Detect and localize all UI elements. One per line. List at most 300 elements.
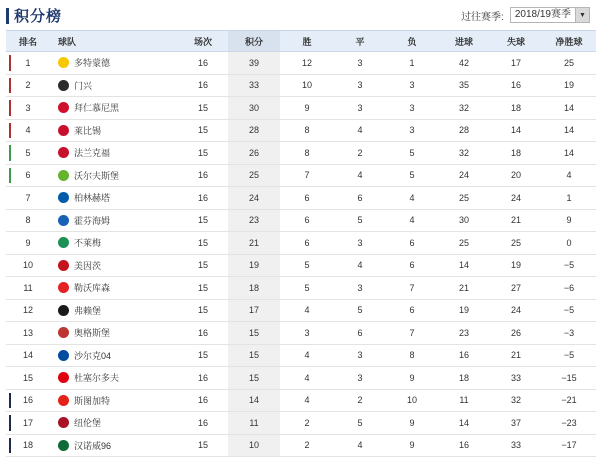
team-crest-icon <box>58 237 69 248</box>
drawn-cell: 6 <box>334 322 386 345</box>
rank-value: 13 <box>22 327 33 338</box>
won-cell: 12 <box>280 52 334 75</box>
points-cell: 19 <box>228 254 280 277</box>
zone-marker <box>9 438 11 454</box>
lost-cell: 3 <box>386 74 438 97</box>
team-link[interactable] <box>58 304 178 317</box>
won-cell: 10 <box>280 74 334 97</box>
rank-cell <box>6 299 50 322</box>
lost-cell: 7 <box>386 277 438 300</box>
team-crest-icon <box>58 417 69 428</box>
column-header-goals-for: 进球 <box>438 31 490 52</box>
goal-difference-cell: 14 <box>542 142 596 165</box>
table-header-row <box>6 31 596 52</box>
played-cell: 15 <box>178 299 228 322</box>
table-row[interactable] <box>6 412 596 435</box>
team-link[interactable] <box>58 326 178 339</box>
goals-against-cell: 20 <box>490 164 542 187</box>
team-cell[interactable] <box>50 74 178 97</box>
lost-cell: 3 <box>386 119 438 142</box>
team-crest-icon <box>58 170 69 181</box>
team-crest-icon <box>58 192 69 203</box>
drawn-cell: 5 <box>334 412 386 435</box>
played-cell: 16 <box>178 74 228 97</box>
team-cell[interactable] <box>50 299 178 322</box>
team-crest-icon <box>58 372 69 383</box>
rank-cell <box>6 164 50 187</box>
zone-marker <box>9 393 11 409</box>
zone-marker <box>9 168 11 184</box>
points-cell: 14 <box>228 389 280 412</box>
drawn-cell: 4 <box>334 119 386 142</box>
won-cell: 6 <box>280 232 334 255</box>
drawn-cell: 3 <box>334 232 386 255</box>
drawn-cell: 5 <box>334 299 386 322</box>
goal-difference-cell: 1 <box>542 187 596 210</box>
rank-cell <box>6 322 50 345</box>
goals-against-cell: 16 <box>490 74 542 97</box>
goals-for-cell: 32 <box>438 97 490 120</box>
title-accent-bar <box>6 8 9 24</box>
goals-against-cell: 21 <box>490 209 542 232</box>
season-label: 过往赛季: <box>461 11 504 23</box>
table-row[interactable] <box>6 344 596 367</box>
table-row[interactable] <box>6 142 596 165</box>
points-cell: 15 <box>228 344 280 367</box>
goals-against-cell: 24 <box>490 299 542 322</box>
team-link[interactable] <box>58 191 178 204</box>
won-cell: 7 <box>280 164 334 187</box>
points-cell: 18 <box>228 277 280 300</box>
goal-difference-cell: 14 <box>542 119 596 142</box>
column-header-goals-against: 失球 <box>490 31 542 52</box>
goal-difference-cell: −5 <box>542 254 596 277</box>
rank-value: 17 <box>22 417 33 428</box>
header <box>0 0 600 30</box>
drawn-cell: 2 <box>334 142 386 165</box>
team-cell[interactable] <box>50 389 178 412</box>
points-cell: 26 <box>228 142 280 165</box>
points-cell: 24 <box>228 187 280 210</box>
team-name: 汉诺威96 <box>74 440 112 451</box>
rank-value: 15 <box>22 372 33 383</box>
rank-value: 11 <box>23 282 33 293</box>
column-header-team: 球队 <box>50 31 178 52</box>
team-crest-icon <box>58 305 69 316</box>
points-cell: 23 <box>228 209 280 232</box>
lost-cell: 9 <box>386 367 438 390</box>
zone-marker <box>9 145 11 161</box>
goal-difference-cell: 14 <box>542 97 596 120</box>
column-header-rank: 排名 <box>6 31 50 52</box>
team-cell[interactable] <box>50 232 178 255</box>
goals-against-cell: 27 <box>490 277 542 300</box>
team-name: 沙尔克04 <box>74 350 112 361</box>
column-header-played: 场次 <box>178 31 228 52</box>
lost-cell: 6 <box>386 299 438 322</box>
goals-for-cell: 35 <box>438 74 490 97</box>
points-cell: 17 <box>228 299 280 322</box>
lost-cell: 1 <box>386 52 438 75</box>
rank-cell <box>6 367 50 390</box>
drawn-cell: 4 <box>334 434 386 457</box>
team-name: 斯图加特 <box>74 395 111 406</box>
team-name: 霍芬海姆 <box>74 215 111 226</box>
rank-cell <box>6 97 50 120</box>
points-cell: 33 <box>228 74 280 97</box>
team-link[interactable] <box>58 146 178 159</box>
rank-value: 10 <box>22 260 33 271</box>
team-name: 不莱梅 <box>74 238 102 249</box>
team-crest-icon <box>58 102 69 113</box>
goals-for-cell: 30 <box>438 209 490 232</box>
played-cell: 16 <box>178 52 228 75</box>
goals-for-cell: 21 <box>438 277 490 300</box>
goals-for-cell: 16 <box>438 434 490 457</box>
goals-against-cell: 17 <box>490 52 542 75</box>
won-cell: 6 <box>280 187 334 210</box>
table-row[interactable] <box>6 52 596 75</box>
goals-against-cell: 24 <box>490 187 542 210</box>
points-cell: 30 <box>228 97 280 120</box>
table-row[interactable] <box>6 209 596 232</box>
team-name: 美因茨 <box>74 260 102 271</box>
rank-value: 12 <box>22 305 33 316</box>
lost-cell: 4 <box>386 209 438 232</box>
rank-value: 14 <box>22 350 33 361</box>
played-cell: 16 <box>178 412 228 435</box>
drawn-cell: 3 <box>334 74 386 97</box>
won-cell: 9 <box>280 97 334 120</box>
rank-cell <box>6 277 50 300</box>
goals-against-cell: 21 <box>490 344 542 367</box>
team-cell[interactable] <box>50 119 178 142</box>
goal-difference-cell: 25 <box>542 52 596 75</box>
goal-difference-cell: 0 <box>542 232 596 255</box>
standings-body <box>6 52 596 457</box>
team-link[interactable] <box>58 214 178 227</box>
rank-cell <box>6 434 50 457</box>
played-cell: 15 <box>178 344 228 367</box>
played-cell: 15 <box>178 97 228 120</box>
table-row[interactable] <box>6 299 596 322</box>
goals-against-cell: 37 <box>490 412 542 435</box>
played-cell: 15 <box>178 277 228 300</box>
team-crest-icon <box>58 327 69 338</box>
played-cell: 15 <box>178 434 228 457</box>
team-name: 纽伦堡 <box>74 418 102 429</box>
team-name: 多特蒙德 <box>74 58 111 69</box>
points-cell: 28 <box>228 119 280 142</box>
zone-marker <box>9 78 11 94</box>
team-cell[interactable] <box>50 97 178 120</box>
rank-value: 18 <box>22 440 33 451</box>
played-cell: 15 <box>178 209 228 232</box>
goal-difference-cell: −17 <box>542 434 596 457</box>
rank-value: 7 <box>25 192 31 203</box>
team-link[interactable] <box>58 259 178 272</box>
drawn-cell: 5 <box>334 209 386 232</box>
points-cell: 25 <box>228 164 280 187</box>
goals-against-cell: 18 <box>490 142 542 165</box>
goals-for-cell: 32 <box>438 142 490 165</box>
table-row[interactable] <box>6 434 596 457</box>
lost-cell: 5 <box>386 164 438 187</box>
points-cell: 15 <box>228 367 280 390</box>
points-cell: 15 <box>228 322 280 345</box>
goal-difference-cell: 4 <box>542 164 596 187</box>
zone-marker <box>9 55 11 71</box>
team-link[interactable] <box>58 394 178 407</box>
drawn-cell: 3 <box>334 97 386 120</box>
won-cell: 8 <box>280 142 334 165</box>
lost-cell: 8 <box>386 344 438 367</box>
goals-for-cell: 42 <box>438 52 490 75</box>
table-row[interactable] <box>6 164 596 187</box>
table-row[interactable] <box>6 367 596 390</box>
team-name: 莱比锡 <box>74 125 102 136</box>
goal-difference-cell: −15 <box>542 367 596 390</box>
played-cell: 15 <box>178 254 228 277</box>
team-crest-icon <box>58 440 69 451</box>
team-crest-icon <box>58 80 69 91</box>
goals-against-cell: 18 <box>490 97 542 120</box>
page-title: 积分榜 <box>14 8 63 25</box>
team-link[interactable] <box>58 416 178 429</box>
season-selector <box>461 7 590 23</box>
goal-difference-cell: 19 <box>542 74 596 97</box>
title-wrap <box>6 5 62 26</box>
lost-cell: 9 <box>386 434 438 457</box>
column-header-points: 积分 <box>228 31 280 52</box>
team-cell[interactable] <box>50 367 178 390</box>
rank-cell <box>6 74 50 97</box>
goals-for-cell: 14 <box>438 412 490 435</box>
lost-cell: 3 <box>386 97 438 120</box>
played-cell: 16 <box>178 187 228 210</box>
table-row[interactable] <box>6 187 596 210</box>
rank-cell <box>6 209 50 232</box>
team-link[interactable] <box>58 124 178 137</box>
played-cell: 15 <box>178 142 228 165</box>
points-cell: 11 <box>228 412 280 435</box>
team-crest-icon <box>58 125 69 136</box>
lost-cell: 5 <box>386 142 438 165</box>
zone-marker <box>9 415 11 431</box>
won-cell: 4 <box>280 367 334 390</box>
rank-cell <box>6 142 50 165</box>
goal-difference-cell: 9 <box>542 209 596 232</box>
team-crest-icon <box>58 57 69 68</box>
played-cell: 16 <box>178 164 228 187</box>
team-cell[interactable] <box>50 142 178 165</box>
drawn-cell: 6 <box>334 187 386 210</box>
team-name: 弗赖堡 <box>74 305 102 316</box>
table-row[interactable] <box>6 232 596 255</box>
rank-cell <box>6 52 50 75</box>
team-cell[interactable] <box>50 322 178 345</box>
goal-difference-cell: −23 <box>542 412 596 435</box>
drawn-cell: 2 <box>334 389 386 412</box>
team-cell[interactable] <box>50 344 178 367</box>
rank-cell <box>6 344 50 367</box>
season-dropdown[interactable] <box>510 7 590 23</box>
drawn-cell: 3 <box>334 277 386 300</box>
rank-value: 9 <box>25 237 31 248</box>
team-link[interactable] <box>58 236 178 249</box>
team-name: 杜塞尔多夫 <box>74 373 120 384</box>
table-row[interactable] <box>6 277 596 300</box>
goals-for-cell: 24 <box>438 164 490 187</box>
zone-marker <box>9 100 11 116</box>
goal-difference-cell: −5 <box>542 299 596 322</box>
team-cell[interactable] <box>50 277 178 300</box>
rank-cell <box>6 232 50 255</box>
team-link[interactable] <box>58 349 178 362</box>
goals-for-cell: 18 <box>438 367 490 390</box>
team-link[interactable] <box>58 371 178 384</box>
goals-for-cell: 25 <box>438 232 490 255</box>
rank-value: 8 <box>25 215 31 226</box>
team-link[interactable] <box>58 281 178 294</box>
played-cell: 16 <box>178 389 228 412</box>
rank-value: 16 <box>22 395 33 406</box>
column-header-drawn: 平 <box>334 31 386 52</box>
won-cell: 6 <box>280 209 334 232</box>
won-cell: 3 <box>280 322 334 345</box>
team-link[interactable] <box>58 56 178 69</box>
team-cell[interactable] <box>50 254 178 277</box>
goal-difference-cell: −5 <box>542 344 596 367</box>
table-row[interactable] <box>6 389 596 412</box>
won-cell: 4 <box>280 389 334 412</box>
goals-for-cell: 16 <box>438 344 490 367</box>
rank-value: 4 <box>25 125 31 136</box>
drawn-cell: 3 <box>334 367 386 390</box>
team-crest-icon <box>58 395 69 406</box>
won-cell: 5 <box>280 277 334 300</box>
team-cell[interactable] <box>50 209 178 232</box>
points-cell: 39 <box>228 52 280 75</box>
team-crest-icon <box>58 215 69 226</box>
won-cell: 2 <box>280 434 334 457</box>
rank-value: 6 <box>25 170 31 181</box>
rank-cell <box>6 389 50 412</box>
goals-against-cell: 19 <box>490 254 542 277</box>
team-link[interactable] <box>58 79 178 92</box>
column-header-goal-difference: 净胜球 <box>542 31 596 52</box>
goals-against-cell: 33 <box>490 434 542 457</box>
team-name: 拜仁慕尼黑 <box>74 103 120 114</box>
team-cell[interactable] <box>50 164 178 187</box>
won-cell: 4 <box>280 299 334 322</box>
lost-cell: 10 <box>386 389 438 412</box>
team-name: 奥格斯堡 <box>74 328 111 339</box>
chevron-down-icon[interactable]: ▼ <box>575 8 589 22</box>
lost-cell: 7 <box>386 322 438 345</box>
team-cell[interactable] <box>50 412 178 435</box>
won-cell: 8 <box>280 119 334 142</box>
goals-for-cell: 28 <box>438 119 490 142</box>
won-cell: 4 <box>280 344 334 367</box>
won-cell: 2 <box>280 412 334 435</box>
team-crest-icon <box>58 282 69 293</box>
played-cell: 15 <box>178 232 228 255</box>
rank-cell <box>6 187 50 210</box>
rank-cell <box>6 412 50 435</box>
table-row[interactable] <box>6 254 596 277</box>
goal-difference-cell: −21 <box>542 389 596 412</box>
drawn-cell: 3 <box>334 344 386 367</box>
played-cell: 16 <box>178 367 228 390</box>
rank-value: 3 <box>25 102 31 113</box>
team-link[interactable] <box>58 439 178 452</box>
points-cell: 10 <box>228 434 280 457</box>
goals-against-cell: 14 <box>490 119 542 142</box>
team-crest-icon <box>58 147 69 158</box>
rank-value: 2 <box>25 80 31 91</box>
rank-cell <box>6 254 50 277</box>
column-header-lost: 负 <box>386 31 438 52</box>
table-row[interactable] <box>6 322 596 345</box>
team-name: 沃尔夫斯堡 <box>74 170 120 181</box>
zone-marker <box>9 123 11 139</box>
team-crest-icon <box>58 350 69 361</box>
rank-value: 5 <box>25 147 31 158</box>
team-cell[interactable] <box>50 52 178 75</box>
rank-cell <box>6 119 50 142</box>
goal-difference-cell: −3 <box>542 322 596 345</box>
column-header-won: 胜 <box>280 31 334 52</box>
lost-cell: 6 <box>386 254 438 277</box>
team-name: 门兴 <box>74 80 93 91</box>
season-value: 2018/19赛季 <box>514 9 571 20</box>
lost-cell: 6 <box>386 232 438 255</box>
drawn-cell: 4 <box>334 164 386 187</box>
goals-for-cell: 14 <box>438 254 490 277</box>
goal-difference-cell: −6 <box>542 277 596 300</box>
team-name: 法兰克福 <box>74 148 111 159</box>
won-cell: 5 <box>280 254 334 277</box>
drawn-cell: 3 <box>334 52 386 75</box>
team-crest-icon <box>58 260 69 271</box>
goals-for-cell: 25 <box>438 187 490 210</box>
goals-against-cell: 25 <box>490 232 542 255</box>
goals-for-cell: 11 <box>438 389 490 412</box>
goals-against-cell: 32 <box>490 389 542 412</box>
goals-for-cell: 23 <box>438 322 490 345</box>
rank-value: 1 <box>25 57 31 68</box>
points-cell: 21 <box>228 232 280 255</box>
team-name: 勒沃库森 <box>74 283 111 294</box>
table-row[interactable] <box>6 74 596 97</box>
table-row[interactable] <box>6 97 596 120</box>
lost-cell: 4 <box>386 187 438 210</box>
goals-for-cell: 19 <box>438 299 490 322</box>
team-link[interactable] <box>58 169 178 182</box>
standings-table <box>6 30 596 457</box>
drawn-cell: 4 <box>334 254 386 277</box>
team-cell[interactable] <box>50 187 178 210</box>
played-cell: 16 <box>178 322 228 345</box>
team-cell[interactable] <box>50 434 178 457</box>
team-link[interactable] <box>58 101 178 114</box>
table-row[interactable] <box>6 119 596 142</box>
goals-against-cell: 33 <box>490 367 542 390</box>
lost-cell: 9 <box>386 412 438 435</box>
goals-against-cell: 26 <box>490 322 542 345</box>
team-name: 柏林赫塔 <box>74 193 111 204</box>
